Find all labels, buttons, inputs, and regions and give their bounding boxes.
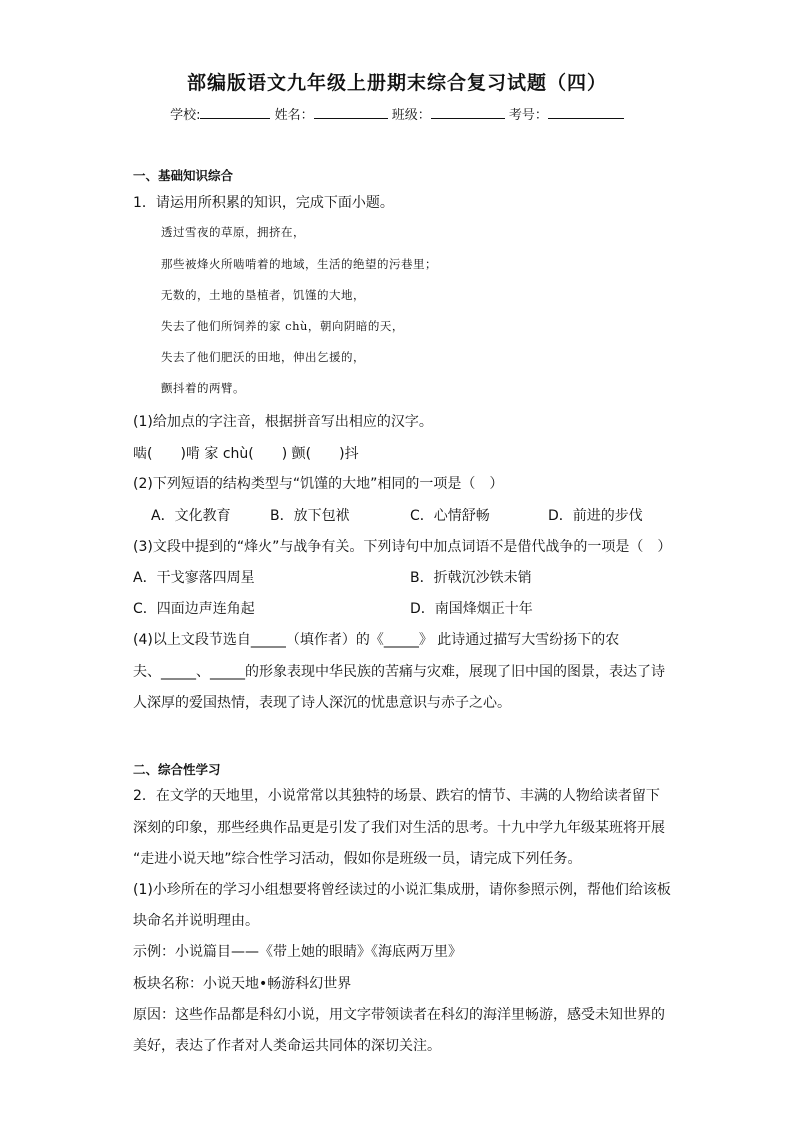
option-a[interactable]: A．干戈寥落四周星 [133,570,255,586]
section-heading-comprehensive: 二、综合性学习 [133,762,221,777]
sub-question-3: (3)文段中提到的“烽火”与战争有关。下列诗句中加点词语不是借代战争的一项是（ ） [133,539,672,555]
exam-no-label: 考号： [508,108,548,123]
class-label: 班级： [391,108,431,123]
option-c[interactable]: C．四面边声连角起 [133,601,255,617]
sub-question-2-1: (1)小珍所在的学习小组想要将曾经读过的小说汇集成册，请你参照示例，帮他们给该板 [133,882,671,898]
section-heading-basic: 一、基础知识综合 [133,168,234,183]
school-field[interactable] [200,106,270,119]
name-field[interactable] [314,106,388,119]
sub-question-4: 夫、_____、_____的形象表现中华民族的苦痛与灾难，展现了旧中国的图景，表达了诗 [133,664,665,680]
exam-no-field[interactable] [548,106,624,119]
poem-line: 那些被烽火所啮啃着的地域，生活的绝望的污巷里； [161,257,437,271]
poem-line: 失去了他们所饲养的家 chù，朝向阴暗的天， [161,319,404,333]
option-b[interactable]: B．折戟沉沙铁未销 [410,570,532,586]
sub-question-2-1: 块命名并说明理由。 [133,913,259,929]
question-2-text: “走进小说天地”综合性学习活动，假如你是班级一员，请完成下列任务。 [133,851,582,867]
class-field[interactable] [431,106,505,119]
poem-line: 颤抖着的两臂。 [161,381,245,395]
board-name-text: 板块名称：小说天地•畅游科幻世界 [133,976,352,992]
sub-question-1-blanks[interactable]: 啮( )啃 家 chù( ) 颤( )抖 [133,446,359,462]
sub-question-4: (4)以上文段节选自_____（填作者）的《_____》 此诗通过描写大雪纷扬下的农 [133,632,620,648]
option-d[interactable]: D．前进的步伐 [548,508,643,524]
question-1-intro: 1．请运用所积累的知识，完成下面小题。 [133,195,394,211]
option-b[interactable]: B．放下包袱 [270,508,350,524]
page-title: 部编版语文九年级上册期末综合复习试题（四） [186,72,607,94]
option-d[interactable]: D．南国烽烟正十年 [410,601,533,617]
poem-line: 透过雪夜的草原，拥挤在， [161,225,305,239]
sub-question-2: (2)下列短语的结构类型与“饥馑的大地”相同的一项是（ ） [133,476,504,492]
school-label: 学校: [170,108,201,123]
name-label: 姓名： [274,108,314,123]
reason-text: 原因：这些作品都是科幻小说，用文字带领读者在科幻的海洋里畅游，感受未知世界的 [133,1007,665,1023]
question-2-text: 深刻的印象，那些经典作品更是引发了我们对生活的思考。十九中学九年级某班将开展 [133,820,665,836]
student-info-line [0,104,794,123]
sub-question-1: (1)给加点的字注音，根据拼音写出相应的汉字。 [133,414,433,430]
poem-line: 失去了他们肥沃的田地，伸出乞援的， [161,350,365,364]
sub-question-4: 人深厚的爱国热情，表现了诗人深沉的忧患意识与赤子之心。 [133,695,511,711]
question-2-text: 2．在文学的天地里，小说常常以其独特的场景、跌宕的情节、丰满的人物给读者留下 [133,788,660,804]
reason-text: 美好，表达了作者对人类命运共同体的深切关注。 [133,1038,441,1054]
poem-line: 无数的，土地的垦植者，饥馑的大地， [161,288,365,302]
option-a[interactable]: A．文化教育 [151,508,231,524]
option-c[interactable]: C．心情舒畅 [410,508,490,524]
example-text: 示例：小说篇目——《带上她的眼睛》《海底两万里》 [133,944,462,960]
